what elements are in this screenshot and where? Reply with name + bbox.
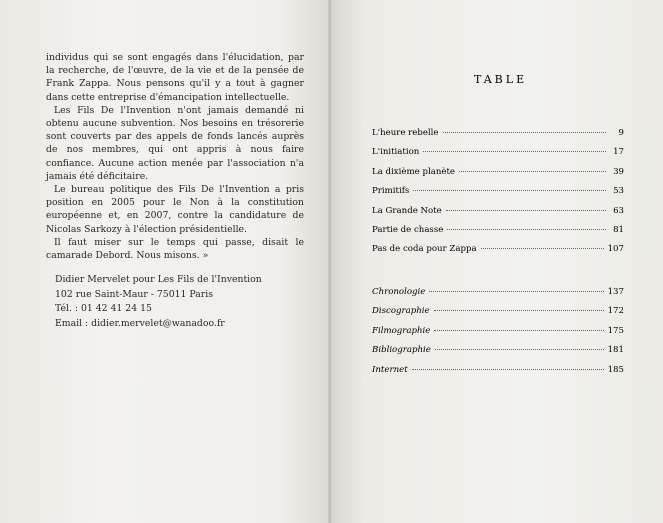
toc-entry [372, 167, 624, 186]
toc-entry-label: Partie de chasse [372, 224, 444, 235]
paragraph: Il faut miser sur le temps qui passe, disait le camarade Debord. Nous misons. » [46, 236, 304, 262]
toc-entry [372, 206, 624, 225]
paragraph: individus qui se sont engagés dans l'élucidation, par la recherche, de l'œuvre, de la vie et de la pensée de Frank Zappa. Nous pensons qu'il y a tout à gagner dans cette entreprise d'émancipation intellectuelle. [46, 52, 304, 103]
toc-entry-label: Primitifs [372, 186, 410, 197]
paragraph: Les Fils De l'Invention n'ont jamais demandé ni obtenu aucune subvention. Nos besoins en trésorerie sont couverts par des appels de fonds lancés auprès de nos membres, qui ont appris à nous faire confiance. Aucune action menée par l'association n'a jamais été déficitaire. [46, 104, 304, 182]
toc-entry-label: La Grande Note [372, 205, 442, 216]
contact-name: Didier Mervelet pour Les Fils de l'Invention [55, 274, 262, 285]
toc-entry-label: Discographie [372, 306, 430, 317]
toc-entry [372, 326, 624, 345]
toc-entry-label: L'initiation [372, 147, 420, 158]
toc-entry [372, 186, 624, 205]
contact-phone: Tél. : 01 42 41 24 15 [55, 303, 152, 315]
toc-entry-page: 39 [613, 166, 624, 177]
toc-entry-label: Chronologie [372, 287, 426, 297]
dot-leader [459, 171, 606, 172]
contact-email: Email : didier.mervelet@wanadoo.fr [55, 317, 225, 329]
dot-leader [446, 210, 606, 211]
toc-title: TABLE [474, 73, 528, 86]
toc-entry-page: 17 [613, 147, 624, 158]
body-text [46, 51, 304, 262]
dot-leader [423, 151, 606, 152]
dot-leader [429, 291, 603, 292]
toc-entry-page: 63 [613, 205, 624, 216]
toc-entry-label: Filmographie [372, 325, 431, 336]
toc-entry [372, 365, 624, 384]
dot-leader [435, 349, 604, 350]
toc-entry [372, 306, 624, 325]
toc-chapters [372, 128, 624, 264]
toc-entry-page: 172 [607, 306, 624, 317]
toc-entry [372, 287, 624, 306]
left-page [0, 0, 331, 523]
toc-entry-label: Bibliographie [372, 345, 431, 356]
toc-entry-page: 53 [613, 186, 624, 197]
dot-leader [413, 190, 606, 191]
toc-entry-label: L'heure rebelle [372, 128, 439, 138]
toc-entry-label: La dixième planète [372, 166, 455, 177]
dot-leader [481, 248, 604, 249]
toc-entry-page: 185 [607, 364, 624, 375]
toc-entry [372, 147, 624, 166]
dot-leader [443, 132, 606, 133]
toc-entry-page: 9 [618, 128, 624, 138]
dot-leader [412, 369, 604, 370]
toc-entry-page: 81 [613, 224, 624, 235]
toc-entry [372, 244, 624, 263]
contact-street: 102 rue Saint-Maur - 75011 Paris [55, 288, 213, 300]
toc-entry-label: Internet [372, 364, 408, 375]
contact-address [55, 273, 262, 331]
toc-entry [372, 128, 624, 147]
toc-entry-label: Pas de coda pour Zappa [372, 244, 477, 255]
toc-entry-page: 181 [607, 345, 624, 356]
toc-entry-page: 137 [607, 287, 624, 297]
toc-entry-page: 107 [607, 244, 624, 255]
toc-entry [372, 345, 624, 364]
dot-leader [434, 310, 604, 311]
dot-leader [447, 229, 606, 230]
toc-entry-page: 175 [607, 325, 624, 336]
dot-leader [434, 330, 603, 331]
toc-appendices [372, 287, 624, 384]
toc-entry [372, 225, 624, 244]
paragraph: Le bureau politique des Fils De l'Invention a pris position en 2005 pour le Non à la constitution européenne et, en 2007, contre la candidature de Nicolas Sarkozy à l'élection présidentielle. [46, 184, 304, 235]
